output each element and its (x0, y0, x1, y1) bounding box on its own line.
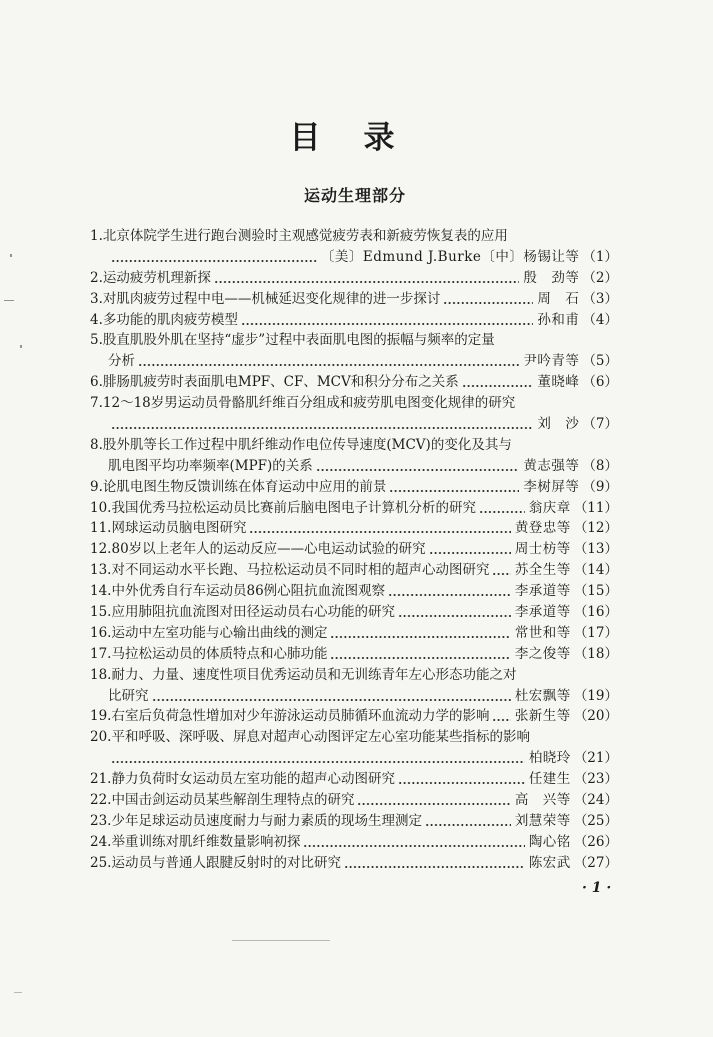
entry-title: 我国优秀马拉松运动员比赛前后脑电图电子计算机分析的研究 (111, 499, 476, 516)
entry-page: （19） (573, 687, 618, 704)
toc-line (90, 268, 618, 289)
toc-line-continued (90, 686, 618, 707)
toc-entry (90, 435, 618, 477)
entry-number: 2. (90, 269, 103, 286)
entry-page: （7） (582, 416, 618, 433)
entry-title-continued: 分析 (108, 353, 135, 370)
leader-dots (389, 477, 519, 498)
entry-page: （3） (582, 290, 618, 307)
toc-entry (90, 665, 618, 707)
entry-number: 23. (90, 812, 112, 829)
entry-page: （26） (573, 833, 618, 850)
toc-line-continued (90, 414, 618, 435)
leader-dots (138, 351, 519, 372)
leader-dots (443, 289, 533, 310)
toc-line (90, 769, 618, 790)
toc-line (90, 581, 618, 602)
toc-entry (90, 602, 618, 623)
leader-dots (152, 686, 511, 707)
entry-author: 李承道等 (514, 583, 571, 600)
entry-page: （13） (573, 541, 618, 558)
toc-entry (90, 539, 618, 560)
entry-author: 任建生 (528, 771, 571, 788)
toc-line (90, 853, 618, 874)
entry-author: 翁庆章 (528, 499, 571, 516)
leader-dots (303, 832, 524, 853)
entry-title: 应用肺阻抗血流图对田径运动员右心功能的研究 (111, 604, 395, 621)
leader-dots (316, 456, 520, 477)
leader-dots (330, 623, 510, 644)
entry-title: 股直肌股外肌在坚持“虚步”过程中表面肌电图的振幅与频率的定量 (102, 332, 495, 349)
entry-page: （4） (582, 311, 618, 328)
entry-number: 4. (90, 311, 103, 328)
entry-page: （18） (573, 645, 618, 662)
toc-entry (90, 393, 618, 435)
entry-page: （11） (573, 499, 618, 516)
entry-page: （16） (573, 604, 618, 621)
toc-entry (90, 790, 618, 811)
toc-line (90, 310, 618, 331)
leader-dots (330, 644, 510, 665)
toc-line (90, 498, 618, 519)
entry-title: 举重训练对肌纤维数量影响初探 (111, 833, 301, 850)
leader-dots (344, 853, 525, 874)
entry-number: 6. (90, 374, 103, 391)
entry-page: （24） (573, 792, 618, 809)
entry-page: （2） (582, 269, 618, 286)
entry-number: 21. (90, 771, 112, 788)
toc-line (90, 832, 618, 853)
entry-number: 15. (90, 604, 112, 621)
toc-entry (90, 289, 618, 310)
section-heading: 运动生理部分 (303, 186, 406, 205)
entry-title: 运动员与普通人跟腱反射时的对比研究 (111, 854, 341, 871)
entry-title-continued: 肌电图平均功率频率(MPF)的关系 (108, 457, 313, 474)
entry-author: 常世和等 (514, 624, 571, 641)
leader-dots (492, 706, 510, 727)
toc-entry (90, 623, 618, 644)
toc-entry (90, 268, 618, 289)
entry-author: 孙和甫 (537, 311, 580, 328)
entry-number: 11. (90, 520, 112, 537)
toc-line (90, 811, 618, 832)
entry-author: 柏晓玲 (528, 750, 571, 767)
entry-title: 腓肠肌疲劳时表面肌电MPF、CF、MCV和积分分布之关系 (102, 374, 459, 391)
entry-author: 陶心铭 (528, 833, 571, 850)
leader-dots (214, 268, 520, 289)
entry-page: （21） (573, 750, 618, 767)
entry-title: 耐力、力量、速度性项目优秀运动员和无训练青年左心形态功能之对 (111, 666, 517, 683)
entry-number: 3. (90, 290, 103, 307)
entry-title: 运动中左室功能与心输出曲线的测定 (111, 624, 328, 641)
toc-entry (90, 518, 618, 539)
toc-entry (90, 330, 618, 372)
entry-title: 对肌肉疲劳过程中电——机械延迟变化规律的进一步探讨 (102, 290, 441, 307)
page-title: 目 录 (289, 120, 401, 156)
entry-page: （17） (573, 624, 618, 641)
entry-title: 少年足球运动员速度耐力与耐力素质的现场生理测定 (111, 812, 422, 829)
leader-dots (398, 769, 525, 790)
toc-line (90, 393, 618, 414)
entry-number: 17. (90, 645, 112, 662)
scan-mark (232, 940, 330, 941)
toc-line (90, 435, 618, 456)
entry-title: 股外肌等长工作过程中肌纤维动作电位传导速度(MCV)的变化及其与 (102, 436, 512, 453)
entry-page: （6） (582, 374, 618, 391)
toc-line (90, 727, 618, 748)
entry-author: 高 兴等 (514, 792, 571, 809)
entry-title: 论肌电图生物反馈训练在体育运动中应用的前景 (102, 478, 387, 495)
entry-title: 中外优秀自行车运动员86例心阻抗血流图观察 (111, 583, 386, 600)
toc-line (90, 518, 618, 539)
entry-title: 北京体院学生进行跑台测验时主观感觉疲劳表和新疲劳恢复表的应用 (102, 228, 508, 244)
toc-line-continued (90, 247, 618, 268)
toc-entry (90, 477, 618, 498)
entry-author: 张新生等 (514, 708, 571, 725)
entry-number: 7. (90, 395, 103, 412)
toc-entry (90, 769, 618, 790)
entry-title: 静力负荷时女运动员左室功能的超声心动图研究 (111, 771, 395, 788)
toc-entry (90, 832, 618, 853)
entry-author: 尹吟青等 (523, 353, 580, 370)
entry-number: 22. (90, 792, 112, 809)
toc-line (90, 602, 618, 623)
leader-dots (249, 518, 510, 539)
toc-line (90, 790, 618, 811)
entry-number: 10. (90, 499, 112, 516)
toc-line (90, 372, 618, 393)
toc-line (90, 665, 618, 686)
entry-author: 李之俊等 (514, 645, 571, 662)
entry-number: 16. (90, 624, 112, 641)
entry-author: 刘慧荣等 (514, 812, 571, 829)
leader-dots (111, 247, 317, 268)
entry-number: 12. (90, 541, 112, 558)
entry-author: 殷 劲等 (523, 269, 580, 286)
entry-page: （5） (582, 353, 618, 370)
toc-entry (90, 560, 618, 581)
entry-author: 黄登忠等 (514, 520, 571, 537)
toc-entry (90, 581, 618, 602)
entry-page: （1） (582, 248, 618, 265)
entry-title: 运动疲劳机理新探 (102, 269, 211, 286)
scan-mark (4, 300, 14, 301)
toc-line (90, 289, 618, 310)
toc-line (90, 330, 618, 351)
leader-dots (429, 539, 511, 560)
entry-title: 对不同运动水平长跑、马拉松运动员不同时相的超声心动图研究 (111, 562, 490, 579)
entry-page: （9） (582, 478, 618, 495)
entry-author: 周 石 (537, 290, 580, 307)
entry-page: （8） (582, 457, 618, 474)
leader-dots (425, 811, 511, 832)
scan-mark (14, 992, 22, 993)
leader-dots (492, 560, 510, 581)
toc-line-continued (90, 351, 618, 372)
leader-dots (388, 581, 511, 602)
leader-dots (462, 372, 534, 393)
leader-dots (357, 790, 510, 811)
toc-entry (90, 706, 618, 727)
toc-line-continued (90, 748, 618, 769)
entry-page: （15） (573, 583, 618, 600)
toc-entry (90, 727, 618, 769)
entry-page: （14） (573, 562, 618, 579)
entry-number: 13. (90, 562, 112, 579)
toc-line (90, 644, 618, 665)
entry-number: 24. (90, 833, 112, 850)
toc-line (90, 623, 618, 644)
entry-number: 14. (90, 583, 112, 600)
toc-entry (90, 310, 618, 331)
toc-entry (90, 498, 618, 519)
entry-author: 苏全生等 (514, 562, 571, 579)
toc-line (90, 706, 618, 727)
entry-number: 19. (90, 708, 112, 725)
entry-number: 9. (90, 478, 103, 495)
toc-entry (90, 644, 618, 665)
scan-mark (20, 345, 22, 348)
toc-line (90, 560, 618, 581)
entry-title: 网球运动员脑电图研究 (111, 520, 247, 537)
toc-entry (90, 853, 618, 874)
toc-line (90, 226, 618, 247)
entry-title: 12～18岁男运动员骨骼肌纤维百分组成和疲劳肌电图变化规律的研究 (102, 395, 516, 412)
leader-dots (111, 414, 533, 435)
toc-line-continued (90, 456, 618, 477)
table-of-contents (90, 226, 618, 874)
entry-title: 中国击剑运动员某些解剖生理特点的研究 (111, 792, 355, 809)
entry-title: 多功能的肌肉疲劳模型 (102, 311, 238, 328)
entry-title: 80岁以上老年人的运动反应——心电运动试验的研究 (111, 541, 426, 558)
entry-number: 18. (90, 666, 112, 683)
entry-number: 8. (90, 436, 103, 453)
toc-line (90, 539, 618, 560)
entry-author: 刘 沙 (537, 416, 580, 433)
entry-author: 〔美〕Edmund J.Burke〔中〕杨锡让等 (320, 248, 580, 265)
entry-page: （20） (573, 708, 618, 725)
toc-entry (90, 811, 618, 832)
entry-number: 20. (90, 729, 112, 746)
toc-entry (90, 226, 618, 268)
entry-title: 右室后负荷急性增加对少年游泳运动员肺循环血流动力学的影响 (111, 708, 490, 725)
entry-title: 平和呼吸、深呼吸、屏息对超声心动图评定左心室功能某些指标的影响 (111, 729, 530, 746)
entry-page: （23） (573, 771, 618, 788)
scan-mark (10, 254, 12, 257)
leader-dots (111, 748, 525, 769)
entry-author: 陈宏武 (528, 854, 571, 871)
entry-number: 1. (90, 228, 103, 244)
entry-page: （27） (573, 854, 618, 871)
entry-number: 25. (90, 854, 112, 871)
page-number: · 1 · (582, 880, 612, 896)
entry-author: 董晓峰 (537, 374, 580, 391)
leader-dots (479, 498, 525, 519)
entry-title: 马拉松运动员的体质特点和心肺功能 (111, 645, 328, 662)
entry-title-continued: 比研究 (108, 687, 149, 704)
entry-page: （25） (573, 812, 618, 829)
entry-author: 李树屏等 (523, 478, 580, 495)
entry-page: （12） (573, 520, 618, 537)
leader-dots (241, 310, 534, 331)
toc-line (90, 477, 618, 498)
entry-author: 李承道等 (514, 604, 571, 621)
entry-author: 杜宏飘等 (514, 687, 571, 704)
toc-entry (90, 372, 618, 393)
entry-author: 黄志强等 (523, 457, 580, 474)
leader-dots (398, 602, 511, 623)
entry-number: 5. (90, 332, 103, 349)
entry-author: 周士枋等 (514, 541, 571, 558)
